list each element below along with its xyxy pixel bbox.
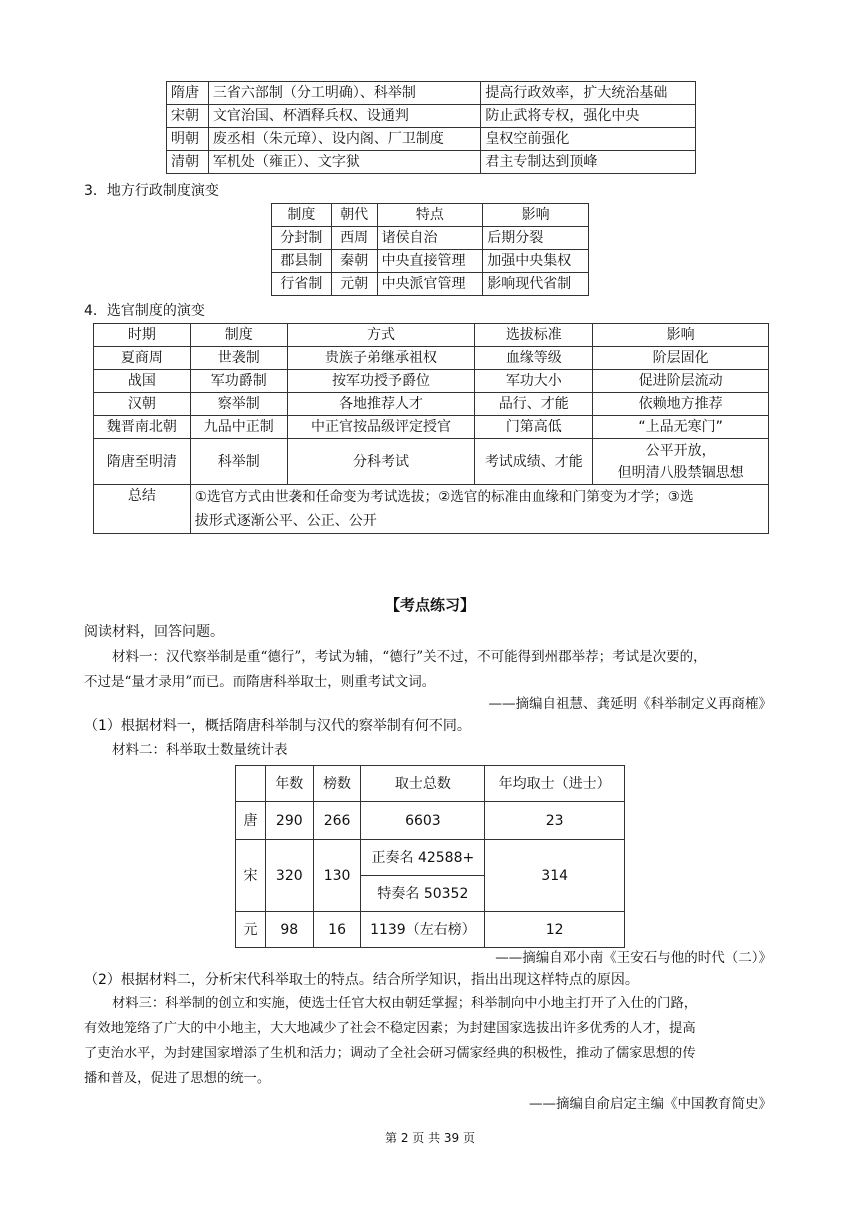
table-cell: 军功大小	[475, 370, 593, 393]
table-cell: 皇权空前强化	[481, 128, 696, 151]
table-cell: “上品无寒门”	[593, 416, 769, 439]
table-row	[236, 840, 625, 876]
table-cell: 军功爵制	[190, 370, 287, 393]
table-row	[94, 347, 769, 370]
table-cell: 266	[313, 802, 361, 840]
table-cell: 中正官按品级评定授官	[287, 416, 475, 439]
table-cell: 废丞相（朱元璋）、设内阁、厂卫制度	[208, 128, 480, 151]
table-cell: 正奏名 42588+	[361, 840, 485, 876]
table-header-row	[272, 204, 589, 227]
table-cell: 分科考试	[287, 439, 475, 485]
table-cell: 23	[485, 802, 625, 840]
table-header: 选拔标准	[475, 324, 593, 347]
table-cell: 夏商周	[94, 347, 191, 370]
table-header: 朝代	[331, 204, 377, 227]
table-cell: 科举制	[190, 439, 287, 485]
table-cell: 依赖地方推荐	[593, 393, 769, 416]
summary-text	[190, 485, 768, 534]
table-row	[94, 439, 769, 485]
practice-intro: 阅读材料，回答问题。	[84, 624, 224, 640]
table-cell: 提高行政效率，扩大统治基础	[481, 82, 696, 105]
summary-row	[94, 485, 769, 534]
table-cell: 门第高低	[475, 416, 593, 439]
material3-line1: 材料三：科举制的创立和实施，使选士任官大权由朝廷掌握；科举制向中小地主打开了入仕的门路，	[112, 996, 698, 1011]
summary-line-1: ①选官方式由世袭和任命变为考试选拔；②选官的标准由血缘和门第变为才学；③选	[194, 489, 694, 505]
table-cell: 中央派官管理	[377, 273, 483, 296]
table-cell: 九品中正制	[190, 416, 287, 439]
table-cell: 君主专制达到顶峰	[481, 151, 696, 174]
table-row	[167, 128, 696, 151]
table-cell: 特奏名 50352	[361, 876, 485, 912]
summary-label: 总结	[94, 485, 191, 534]
table-cell: 290	[265, 802, 313, 840]
table-cell: 隋唐	[167, 82, 209, 105]
local-admin-table	[271, 203, 589, 296]
table-header: 特点	[377, 204, 483, 227]
table-cell: 文官治国、杯酒释兵权、设通判	[208, 105, 480, 128]
page-footer: 第 2 页 共 39 页	[385, 1131, 475, 1145]
table-cell: 贵族子弟继承祖权	[287, 347, 475, 370]
table-row	[94, 416, 769, 439]
table-cell: 诸侯自治	[377, 227, 483, 250]
table-header	[236, 766, 266, 802]
table-cell: 军机处（雍正）、文字狱	[208, 151, 480, 174]
material1-line1: 材料一：汉代察举制是重“德行”，考试为辅，“德行”关不过，不可能得到州郡举荐；考试是次要的，	[112, 649, 707, 665]
table-row	[236, 912, 625, 948]
table-row	[94, 393, 769, 416]
question-2: （2）根据材料二，分析宋代科举取士的特点。结合所学知识，指出出现这样特点的原因。	[84, 972, 639, 988]
table-cell: 行省制	[272, 273, 332, 296]
table-header: 影响	[593, 324, 769, 347]
table-cell: 察举制	[190, 393, 287, 416]
impact-line-2: 但明清八股禁锢思想	[617, 464, 744, 481]
material2-source: ——摘编自邓小南《王安石与他的时代（二）》	[495, 950, 772, 966]
material3-line3: 了吏治水平，为封建国家增添了生机和活力；调动了全社会研习儒家经典的积极性，推动了儒家思想的传	[84, 1046, 696, 1061]
material1-line2: 不过是“量才录用”而已。而隋唐科举取士，则重考试文词。	[84, 674, 436, 690]
table-row	[94, 370, 769, 393]
table-cell: 12	[485, 912, 625, 948]
official-selection-table	[93, 323, 769, 534]
table-row	[272, 227, 589, 250]
table-header: 取士总数	[361, 766, 485, 802]
table-cell: 考试成绩、才能	[475, 439, 593, 485]
table-header: 制度	[190, 324, 287, 347]
table-row	[272, 250, 589, 273]
table-cell	[593, 439, 769, 485]
table-cell: 魏晋南北朝	[94, 416, 191, 439]
table-cell: 各地推荐人才	[287, 393, 475, 416]
question-1: （1）根据材料一，概括隋唐科举制与汉代的察举制有何不同。	[84, 718, 471, 734]
table-header: 影响	[483, 204, 589, 227]
table-cell: 元	[236, 912, 266, 948]
table-cell: 郡县制	[272, 250, 332, 273]
table-cell: 314	[485, 840, 625, 912]
material3-source: ——摘编自俞启定主编《中国教育简史》	[529, 1096, 772, 1112]
material2-title: 材料二：科举取士数量统计表	[112, 742, 288, 758]
table-cell: 唐	[236, 802, 266, 840]
table-header: 榜数	[313, 766, 361, 802]
table-cell: 6603	[361, 802, 485, 840]
table-cell: 促进阶层流动	[593, 370, 769, 393]
table-cell: 品行、才能	[475, 393, 593, 416]
table-cell: 宋	[236, 840, 266, 912]
table-header: 年均取士（进士）	[485, 766, 625, 802]
table-row	[167, 105, 696, 128]
table-cell: 战国	[94, 370, 191, 393]
exam-statistics-table	[235, 765, 625, 948]
table-cell: 加强中央集权	[483, 250, 589, 273]
table-cell: 影响现代省制	[483, 273, 589, 296]
table-header: 时期	[94, 324, 191, 347]
table-row	[272, 273, 589, 296]
section-heading-3: 3．地方行政制度演变	[84, 183, 219, 199]
table-cell: 血缘等级	[475, 347, 593, 370]
table-cell: 世袭制	[190, 347, 287, 370]
table-row	[236, 802, 625, 840]
table-cell: 分封制	[272, 227, 332, 250]
impact-line-1: 公平开放，	[645, 442, 716, 459]
table-cell: 防止武将专权，强化中央	[481, 105, 696, 128]
central-system-table	[166, 81, 696, 174]
table-cell: 中央直接管理	[377, 250, 483, 273]
table-cell: 16	[313, 912, 361, 948]
table-header-row	[94, 324, 769, 347]
table-cell: 130	[313, 840, 361, 912]
table-cell: 三省六部制（分工明确）、科举制	[208, 82, 480, 105]
practice-title: 【考点练习】	[384, 596, 475, 614]
table-cell: 1139（左右榜）	[361, 912, 485, 948]
table-row	[167, 82, 696, 105]
table-cell: 秦朝	[331, 250, 377, 273]
section-heading-4: 4．选官制度的演变	[84, 303, 205, 319]
table-header: 方式	[287, 324, 475, 347]
table-cell: 汉朝	[94, 393, 191, 416]
table-cell: 明朝	[167, 128, 209, 151]
table-cell: 阶层固化	[593, 347, 769, 370]
table-cell: 320	[265, 840, 313, 912]
table-cell: 元朝	[331, 273, 377, 296]
summary-line-2: 拔形式逐渐公平、公正、公开	[194, 513, 377, 529]
material1-source: ——摘编自祖慧、龚延明《科举制定义再商榷》	[488, 696, 772, 712]
table-cell: 隋唐至明清	[94, 439, 191, 485]
table-cell: 后期分裂	[483, 227, 589, 250]
table-header: 制度	[272, 204, 332, 227]
table-header-row	[236, 766, 625, 802]
table-header: 年数	[265, 766, 313, 802]
table-row	[167, 151, 696, 174]
table-cell: 宋朝	[167, 105, 209, 128]
material3-line2: 有效地笼络了广大的中小地主，大大地减少了社会不稳定因素；为封建国家选拔出许多优秀的人才，提高	[84, 1021, 696, 1036]
table-cell: 按军功授予爵位	[287, 370, 475, 393]
table-cell: 98	[265, 912, 313, 948]
table-cell: 清朝	[167, 151, 209, 174]
table-cell: 西周	[331, 227, 377, 250]
material3-line4: 播和普及，促进了思想的统一。	[84, 1071, 271, 1086]
